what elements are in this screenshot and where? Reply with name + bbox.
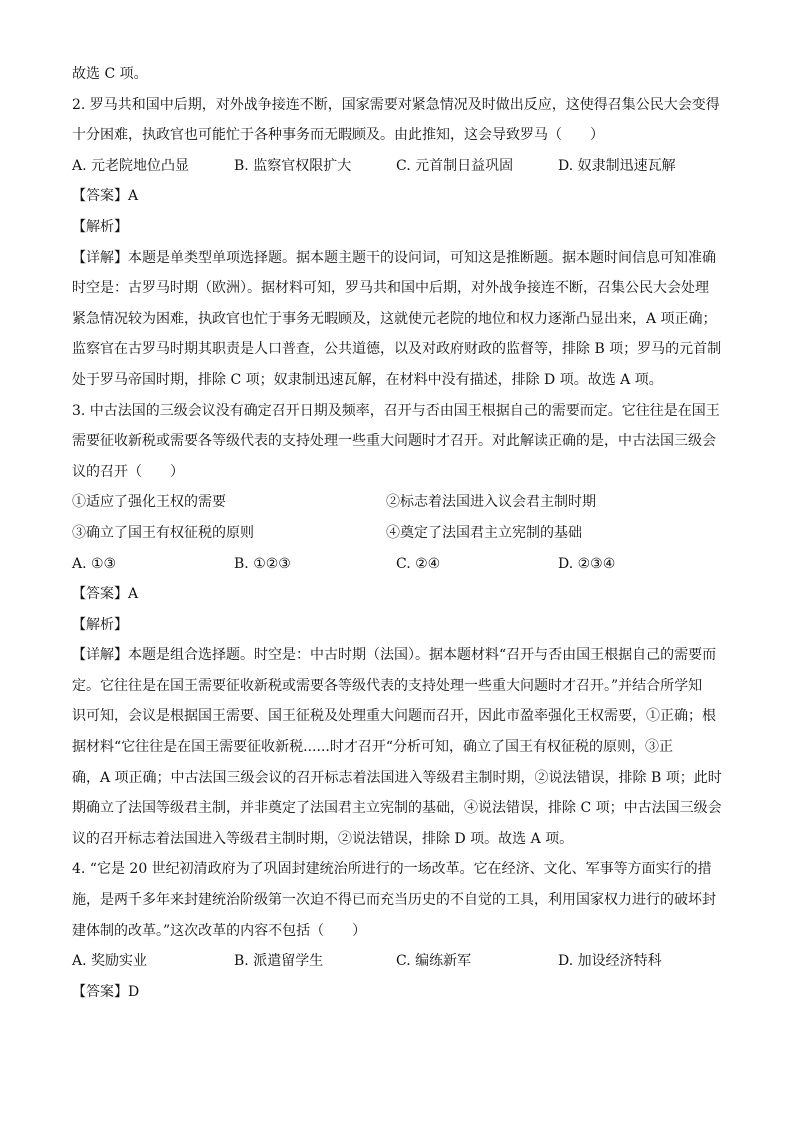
q3-item-1: ①适应了强化王权的需要 xyxy=(72,494,226,511)
q3-items-row1 xyxy=(72,490,724,514)
q4-option-a: A. 奖励实业 xyxy=(72,953,148,970)
q4-stem-line2: 施，是两千多年来封建统治阶级第一次迫不得已而充当历史的不自觉的工具，利用国家权力进行的破坏封 xyxy=(72,892,716,909)
document-page xyxy=(72,62,724,1010)
q4-stem-line1: 4. “它是 20 世纪初清政府为了巩固封建统治所进行的一场改革。它在经济、文化、军事等方面实行的措 xyxy=(72,861,712,878)
q3-detail-line5: 确，A 项正确；中古法国三级会议的召开标志着法国进入等级君主制时期，②说法错误，排除 B 项；此时 xyxy=(72,769,722,786)
q2-detail-line3: 紧急情况较为困难，执政官也忙于事务无暇顾及，这就使元老院的地位和权力逐渐凸显出来，A 项正确； xyxy=(72,310,717,327)
q3-stem-line2: 需要征收新税或需要各等级代表的支持处理一些重大问题时才召开。对此解读正确的是，中古法国三级会 xyxy=(72,433,716,450)
q3-item-3: ③确立了国王有权征税的原则 xyxy=(72,524,254,541)
q4-stem-line3: 建体制的改革。”这次改革的内容不包括（ ） xyxy=(72,922,367,939)
q3-detail-line4: 据材料“它往往是在国王需要征收新税......时才召开“分析可知，确立了国王有权征税的原则，③正 xyxy=(72,739,674,756)
q2-option-b: B. 监察官权限扩大 xyxy=(234,157,352,174)
q4-answer: 【答案】D xyxy=(72,983,140,1000)
q4-options xyxy=(72,949,724,973)
q2-stem-line1: 2. 罗马共和国中后期，对外战争接连不断，国家需要对紧急情况及时做出反应，这使得召集公民大会变得 xyxy=(72,96,720,113)
q3-option-a: A. ①③ xyxy=(72,555,117,572)
q3-item-4: ④奠定了法国君主立宪制的基础 xyxy=(386,524,582,541)
q2-option-a: A. 元老院地位凸显 xyxy=(72,157,190,174)
q2-stem-line2: 十分困难，执政官也可能忙于各种事务而无暇顾及。由此推知，这会导致罗马（ ） xyxy=(72,127,604,144)
q3-stem-line3: 议的召开（ ） xyxy=(72,463,184,480)
q2-option-c: C. 元首制日益巩固 xyxy=(396,157,514,174)
q3-option-c: C. ②④ xyxy=(396,555,441,572)
q2-detail-line1: 【详解】本题是单类型单项选择题。据本题主题干的设问词，可知这是推断题。据本题时间信息可知准确 xyxy=(72,249,716,266)
q3-option-d: D. ②③④ xyxy=(558,555,616,572)
q2-detail-line2: 时空是：古罗马时期（欧洲）。据材料可知，罗马共和国中后期，对外战争接连不断，召集公民大会处理 xyxy=(72,280,709,297)
q3-detail-line1: 【详解】本题是组合选择题。时空是：中古时期（法国）。据本题材料“召开与否由国王根据自己的需要而 xyxy=(72,647,717,664)
q3-detail-line6: 期确立了法国等级君主制，并非奠定了法国君主立宪制的基础，④说法错误，排除 C 项；中古法国三级会 xyxy=(72,800,722,817)
q3-items-row2 xyxy=(72,521,724,545)
q2-answer: 【答案】A xyxy=(72,188,139,205)
q4-option-b: B. 派遣留学生 xyxy=(234,953,324,970)
q3-answer: 【答案】A xyxy=(72,586,139,603)
q3-stem-line1: 3. 中古法国的三级会议没有确定召开日期及频率，召开与否由国王根据自己的需要而定。它往往是在国王 xyxy=(72,402,720,419)
q3-detail-line3: 识可知，会议是根据国王需要、国王征税及处理重大问题而召开，因此市盈率强化王权需要，①正确；根 xyxy=(72,708,716,725)
q3-detail-line7: 议的召开标志着法国进入等级君主制时期，②说法错误，排除 D 项。故选 A 项。 xyxy=(72,830,574,847)
q3-option-b: B. ①②③ xyxy=(234,555,291,572)
q2-detail-line5: 处于罗马帝国时期，排除 C 项；奴隶制迅速瓦解，在材料中没有描述，排除 D 项。故选 A 项。 xyxy=(72,371,663,388)
q2-options xyxy=(72,154,724,178)
q2-detail-line4: 监察官在古罗马时期其职责是人口普查，公共道德，以及对政府财政的监督等，排除 B 项；罗马的元首制 xyxy=(72,341,722,358)
q2-option-d: D. 奴隶制迅速瓦解 xyxy=(558,157,676,174)
q3-item-2: ②标志着法国进入议会君主制时期 xyxy=(386,494,596,511)
prev-conclusion: 故选 C 项。 xyxy=(72,66,148,82)
q2-analysis-label: 【解析】 xyxy=(72,218,128,235)
q3-options xyxy=(72,552,724,576)
q4-option-c: C. 编练新军 xyxy=(396,953,472,970)
q4-option-d: D. 加设经济特科 xyxy=(558,953,662,970)
q3-analysis-label: 【解析】 xyxy=(72,616,128,633)
q3-detail-line2: 定。它往往是在国王需要征收新税或需要各等级代表的支持处理一些重大问题时才召开。”并结合所学知 xyxy=(72,677,703,694)
